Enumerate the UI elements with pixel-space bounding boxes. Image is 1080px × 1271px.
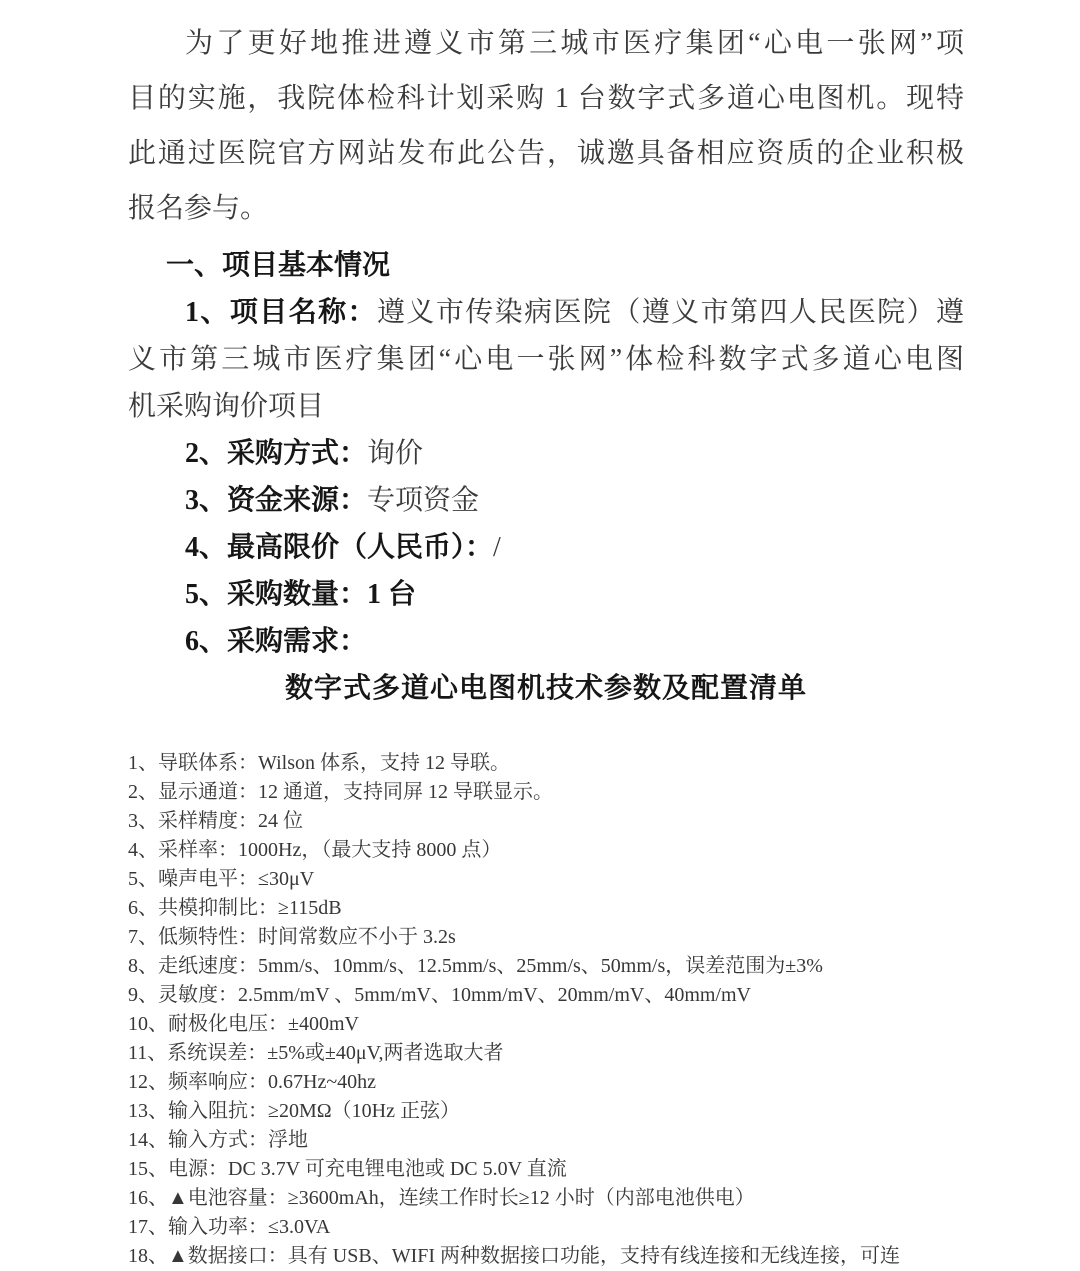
procurement-item — [128, 477, 964, 524]
spec-item: 14、输入方式：浮地 — [128, 1129, 308, 1151]
spec-item: 9、灵敏度：2.5mm/mV 、5mm/mV、10mm/mV、20mm/mV、40mm/mV — [128, 984, 751, 1006]
item-label: 4、最高限价（人民币）： — [185, 532, 494, 563]
project-name-line: 机采购询价项目 — [128, 391, 325, 422]
item-value: 询价 — [367, 438, 424, 469]
item-value: / — [493, 532, 501, 563]
project-name-line — [128, 289, 964, 336]
procurement-item — [128, 618, 964, 665]
project-name-label: 1、项目名称： — [185, 297, 377, 328]
section-heading: 一、项目基本情况 — [166, 250, 391, 281]
procurement-item — [128, 524, 964, 571]
project-info-list — [128, 430, 964, 665]
spec-item: 15、电源：DC 3.7V 可充电锂电池或 DC 5.0V 直流 — [128, 1158, 567, 1180]
spec-item: 7、低频特性：时间常数应不小于 3.2s — [128, 926, 456, 948]
spec-item: 8、走纸速度：5mm/s、10mm/s、12.5mm/s、25mm/s、50mm/s，误差范围为±3% — [128, 955, 823, 977]
intro-paragraph — [128, 16, 964, 236]
intro-line: 为了更好地推进遵义市第三城市医疗集团“心电一张网”项 — [185, 28, 964, 59]
spec-item: 12、频率响应：0.67Hz~40hz — [128, 1071, 377, 1093]
spec-item: 17、输入功率：≤3.0VA — [128, 1216, 331, 1238]
item-label: 6、采购需求： — [185, 626, 368, 657]
spec-item: 18、▲数据接口：具有 USB、WIFI 两种数据接口功能，支持有线连接和无线连接，可连 — [128, 1245, 901, 1267]
item-label: 2、采购方式： — [185, 438, 368, 469]
intro-line: 此通过医院官方网站发布此公告，诚邀具备相应资质的企业积极 — [128, 138, 964, 169]
item-label: 3、资金来源： — [185, 485, 368, 516]
spec-item: 10、耐极化电压：±400mV — [128, 1013, 359, 1035]
procurement-item — [128, 430, 964, 477]
item-label: 5、采购数量： — [185, 579, 368, 610]
spec-item: 11、系统误差：±5%或±40μV,两者选取大者 — [128, 1042, 504, 1064]
item-value: 1 台 — [367, 579, 417, 610]
spec-item: 5、噪声电平：≤30μV — [128, 868, 315, 890]
spec-item: 3、采样精度：24 位 — [128, 810, 303, 832]
procurement-item — [128, 571, 964, 618]
spec-item: 6、共模抑制比：≥115dB — [128, 897, 342, 919]
intro-line: 报名参与。 — [128, 193, 269, 224]
spec-item: 2、显示通道：12 通道，支持同屏 12 导联显示。 — [128, 781, 553, 803]
intro-line: 目的实施，我院体检科计划采购 1 台数字式多道心电图机。现特 — [128, 83, 964, 114]
spec-item: 1、导联体系：Wilson 体系，支持 12 导联。 — [128, 752, 510, 774]
spec-item: 16、▲电池容量：≥3600mAh，连续工作时长≥12 小时（内部电池供电） — [128, 1187, 755, 1209]
project-name-line: 义市第三城市医疗集团“心电一张网”体检科数字式多道心电图 — [128, 344, 964, 375]
spec-list — [128, 749, 1044, 1271]
project-name-paragraph — [128, 289, 964, 430]
spec-item: 4、采样率：1000Hz，（最大支持 8000 点） — [128, 839, 502, 861]
project-name-value: 遵义市传染病医院（遵义市第四人民医院）遵 — [376, 297, 964, 328]
spec-item: 13、输入阻抗：≥20MΩ（10Hz 正弦） — [128, 1100, 460, 1122]
spec-title: 数字式多道心电图机技术参数及配置清单 — [284, 673, 807, 704]
item-value: 专项资金 — [367, 485, 480, 516]
